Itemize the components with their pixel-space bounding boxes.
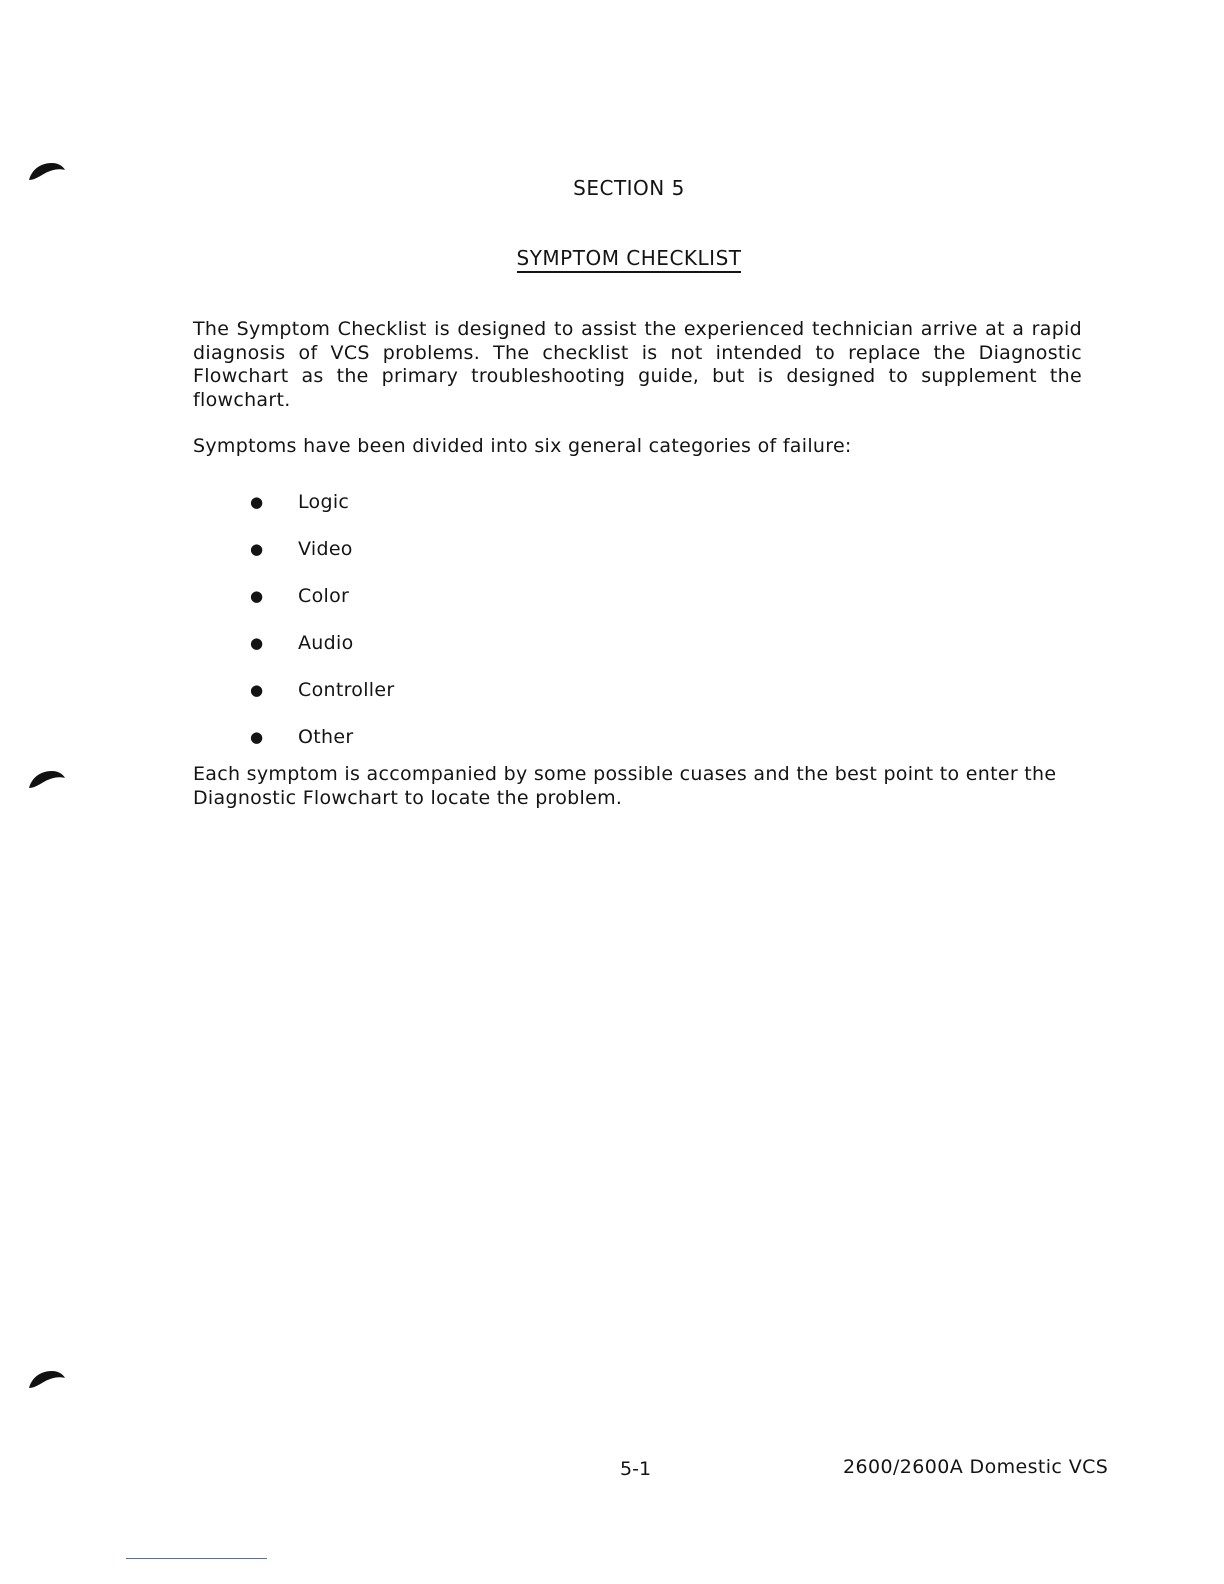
bullet-icon: ●	[250, 727, 264, 746]
bullet-icon: ●	[250, 586, 264, 605]
punch-hole-mark-bottom	[28, 1368, 66, 1390]
list-item	[250, 713, 394, 760]
list-item	[250, 619, 394, 666]
section-label: SECTION 5	[573, 176, 685, 200]
category-label: Logic	[298, 490, 350, 513]
list-item	[250, 666, 394, 713]
category-label: Audio	[298, 631, 354, 654]
categories-intro: Symptoms have been divided into six general categories of failure:	[193, 435, 852, 457]
category-label: Controller	[298, 678, 395, 701]
bullet-icon: ●	[250, 539, 264, 558]
bullet-icon: ●	[250, 680, 264, 699]
list-item	[250, 478, 394, 525]
punch-hole-mark-middle	[28, 768, 66, 790]
page-title	[0, 246, 1224, 270]
page-number: 5-1	[620, 1458, 652, 1480]
bullet-icon: ●	[250, 633, 264, 652]
category-label: Video	[298, 537, 353, 560]
bullet-icon: ●	[250, 492, 264, 511]
list-item	[250, 525, 394, 572]
category-label: Other	[298, 725, 354, 748]
footer-model: 2600/2600A Domestic VCS	[843, 1456, 1109, 1478]
page-title-text: SYMPTOM CHECKLIST	[517, 246, 742, 273]
category-list	[250, 478, 394, 760]
list-item	[250, 572, 394, 619]
category-label: Color	[298, 584, 350, 607]
scan-artifact-line	[126, 1558, 267, 1559]
closing-paragraph: Each symptom is accompanied by some possible cuases and the best point to enter the Diagnostic Flowchart to locate the problem.	[193, 763, 1057, 809]
intro-paragraph: The Symptom Checklist is designed to assist the experienced technician arrive at a rapid diagnosis of VCS problems. The checklist is not intended to replace the Diagnostic Flowchart as the primary troubleshooting guide, but is designed to supplement the flowchart.	[193, 318, 1082, 411]
